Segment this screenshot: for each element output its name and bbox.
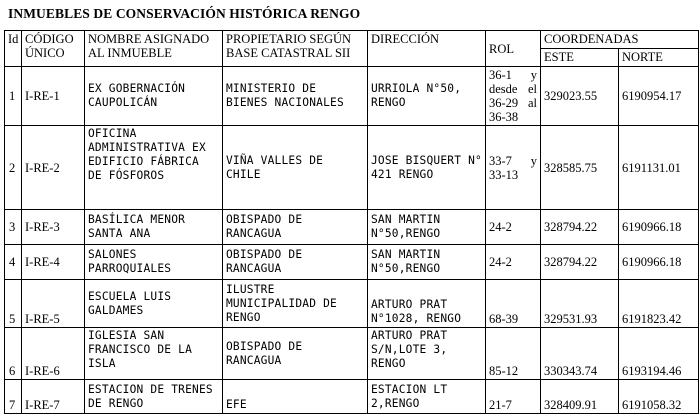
heritage-table: [4, 30, 699, 414]
cell-codigo: I-RE-4: [22, 245, 85, 280]
cell-este: 328794.22: [541, 245, 619, 280]
cell-rol: 21-7: [486, 380, 541, 414]
header-propietario: PROPIETARIO SEGÚN BASE CATASTRAL SII: [223, 31, 368, 67]
cell-propietario: VIÑA VALLES DE CHILE: [223, 126, 368, 210]
rol-part: 36-1: [489, 68, 512, 82]
cell-codigo: I-RE-7: [22, 380, 85, 414]
rol-part: 33-7: [489, 153, 512, 168]
table-row: [5, 280, 699, 328]
cell-este: 328585.75: [541, 126, 619, 210]
cell-este: 328409.91: [541, 380, 619, 414]
cell-nombre: OFICINA ADMINISTRATIVA EX EDIFICIO FÁBRICA DE FÓSFOROS: [85, 126, 223, 210]
header-codigo: CÓDIGO ÚNICO: [22, 31, 85, 67]
cell-este: 329023.55: [541, 67, 619, 126]
table-row: [5, 67, 699, 126]
page-title: INMUEBLES DE CONSERVACIÓN HISTÓRICA RENGO: [8, 6, 361, 21]
cell-norte: 6191131.01: [619, 126, 699, 210]
cell-norte: 6191823.42: [619, 280, 699, 328]
cell-norte: 6190966.18: [619, 210, 699, 245]
cell-codigo: I-RE-3: [22, 210, 85, 245]
cell-direccion: ARTURO PRAT S/N,LOTE 3, RENGO: [368, 328, 486, 380]
cell-id: 2: [5, 126, 22, 210]
cell-direccion: SAN MARTIN N°50,RENGO: [368, 245, 486, 280]
cell-este: 330343.74: [541, 328, 619, 380]
cell-norte: 6191058.32: [619, 380, 699, 414]
cell-id: 7: [5, 380, 22, 414]
cell-id: 6: [5, 328, 22, 380]
cell-rol: 85-12: [486, 328, 541, 380]
cell-nombre: EX GOBERNACIÓN CAUPOLICÁN: [85, 67, 223, 126]
cell-propietario: OBISPADO DE RANCAGUA: [223, 245, 368, 280]
header-rol: ROL: [486, 31, 541, 67]
cell-direccion: SAN MARTIN N°50,RENGO: [368, 210, 486, 245]
cell-direccion: JOSE BISQUERT N° 421 RENGO: [368, 126, 486, 210]
rol-part: 36-38: [489, 110, 519, 124]
header-direccion: DIRECCIÓN: [368, 31, 486, 67]
rol-part: 33-13: [489, 167, 519, 182]
cell-direccion: URRIOLA N°50, RENGO: [368, 67, 486, 126]
table-row: [5, 245, 699, 280]
cell-codigo: I-RE-1: [22, 67, 85, 126]
cell-norte: 6190954.17: [619, 67, 699, 126]
cell-nombre: ESTACION DE TRENES DE RENGO: [85, 380, 223, 414]
cell-codigo: I-RE-5: [22, 280, 85, 328]
rol-part: desde: [489, 82, 518, 96]
header-nombre: NOMBRE ASIGNADO AL INMUEBLE: [85, 31, 223, 67]
header-coordenadas: COORDENADAS: [541, 31, 699, 49]
rol-part: y: [530, 68, 537, 82]
rol-part: el: [527, 82, 537, 96]
cell-propietario: OBISPADO DE RANCAGUA: [223, 210, 368, 245]
cell-propietario: ILUSTRE MUNICIPALIDAD DE RENGO: [223, 280, 368, 328]
cell-id: 5: [5, 280, 22, 328]
table-row: [5, 380, 699, 414]
rol-part: al: [527, 96, 537, 110]
cell-codigo: I-RE-2: [22, 126, 85, 210]
cell-propietario: EFE: [223, 380, 368, 414]
cell-nombre: BASÍLICA MENOR SANTA ANA: [85, 210, 223, 245]
cell-direccion: ARTURO PRAT N°1028, RENGO: [368, 280, 486, 328]
cell-nombre: ESCUELA LUIS GALDAMES: [85, 280, 223, 328]
cell-codigo: I-RE-6: [22, 328, 85, 380]
cell-rol: [486, 67, 541, 126]
cell-norte: 6190966.18: [619, 245, 699, 280]
table-row: [5, 126, 699, 210]
table-row: [5, 210, 699, 245]
cell-rol: 68-39: [486, 280, 541, 328]
cell-rol: 24-2: [486, 245, 541, 280]
cell-id: 4: [5, 245, 22, 280]
header-norte: NORTE: [619, 49, 699, 67]
cell-rol: [486, 126, 541, 210]
cell-propietario: OBISPADO DE RANCAGUA: [223, 328, 368, 380]
cell-este: 328794.22: [541, 210, 619, 245]
cell-este: 329531.93: [541, 280, 619, 328]
rol-part: 36-29: [489, 96, 519, 110]
rol-part: y: [530, 153, 537, 168]
cell-id: 1: [5, 67, 22, 126]
cell-propietario: MINISTERIO DE BIENES NACIONALES: [223, 67, 368, 126]
header-este: ESTE: [541, 49, 619, 67]
cell-direccion: ESTACION LT 2,RENGO: [368, 380, 486, 414]
cell-norte: 6193194.46: [619, 328, 699, 380]
cell-id: 3: [5, 210, 22, 245]
cell-nombre: IGLESIA SAN FRANCISCO DE LA ISLA: [85, 328, 223, 380]
table-row: [5, 328, 699, 380]
cell-rol: 24-2: [486, 210, 541, 245]
cell-nombre: SALONES PARROQUIALES: [85, 245, 223, 280]
header-id: Id: [5, 31, 22, 67]
